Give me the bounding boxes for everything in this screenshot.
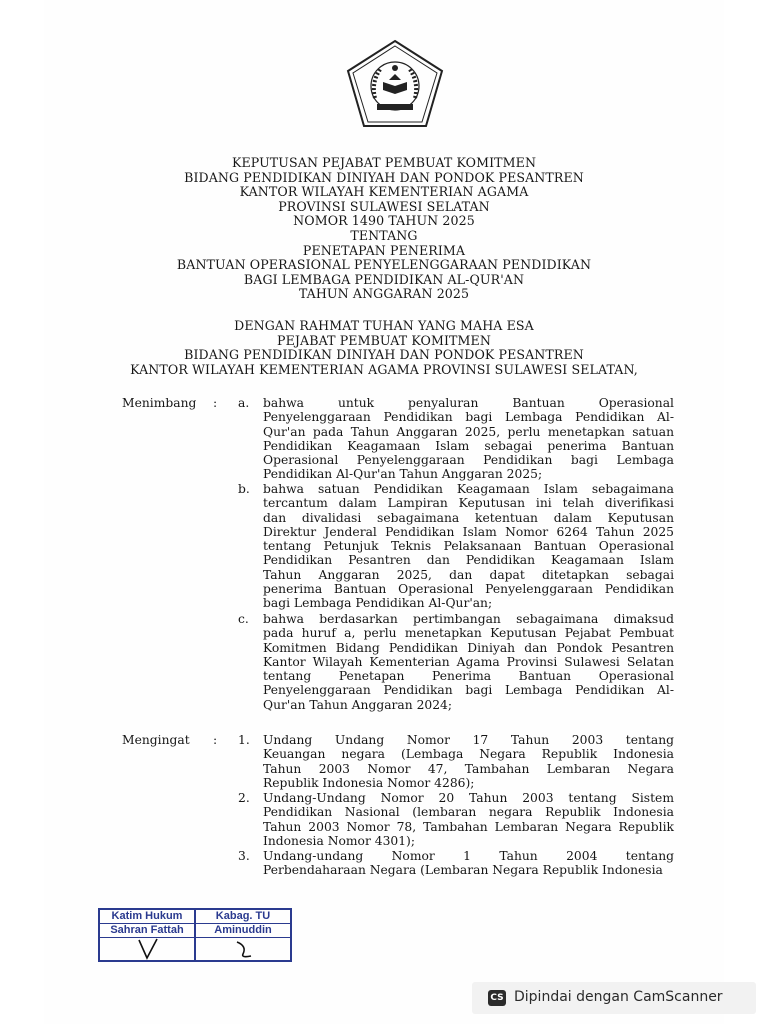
title-line: KEPUTUSAN PEJABAT PEMBUAT KOMITMEN: [231, 155, 537, 170]
item-marker: b.: [238, 482, 250, 496]
item-line: Undang-Undang Nomor 20 Tahun 2003 tentang Sistem: [263, 791, 674, 805]
item-line: tentang Petunjuk Teknis Pelaksanaan Bantuan Operasional: [263, 539, 674, 554]
title-line: TENTANG: [350, 227, 418, 243]
preamble-block: [0, 319, 768, 377]
item-line: Republik Indonesia Nomor 4286);: [263, 775, 475, 790]
item-line: Tahun 2003 Nomor 78, Tambahan Lembaran Negara Republik: [263, 819, 674, 834]
item-line: Pendidikan Nasional (lembaran negara Republik Indonesia: [263, 805, 674, 820]
item-line: Pendidikan Pesantren dan Pendidikan Keagamaan Islam: [263, 553, 674, 568]
mengingat-label: Mengingat: [122, 733, 190, 747]
item-marker: c.: [238, 612, 249, 626]
subject-line: BANTUAN OPERASIONAL PENYELENGGARAAN PENDIDIKAN: [176, 257, 592, 273]
item-marker: a.: [238, 396, 250, 410]
mengingat-colon: :: [213, 733, 218, 747]
preamble-line: PEJABAT PEMBUAT KOMITMEN: [277, 332, 491, 348]
item-line: bagi Lembaga Pendidikan Al-Qur'an;: [263, 596, 493, 611]
item-line: pada huruf a, perlu menetapkan Keputusan Pejabat Pembuat: [263, 626, 674, 641]
item-line: bahwa satuan Pendidikan Keagamaan Islam sebagaimana: [263, 482, 674, 496]
item-line: Qur'an Tahun Anggaran 2024;: [263, 697, 453, 712]
item-line: Tahun Anggaran 2025, dan dapat ditetapkan sebagai: [263, 567, 674, 582]
item-line: bahwa berdasarkan pertimbangan sebagaimana dimaksud: [263, 612, 674, 626]
preamble-line: DENGAN RAHMAT TUHAN YANG MAHA ESA: [234, 318, 534, 333]
title-line: BIDANG PENDIDIKAN DINIYAH DAN PONDOK PESANTREN: [184, 169, 584, 185]
item-marker: 1.: [238, 733, 250, 747]
preamble-line: BIDANG PENDIDIKAN DINIYAH DAN PONDOK PESANTREN: [184, 347, 584, 363]
item-line: penerima Bantuan Operasional Penyelenggaraan Pendidikan: [263, 582, 674, 597]
item-line: Tahun 2003 Nomor 47, Tambahan Lembaran Negara: [263, 761, 674, 776]
menimbang-colon: :: [213, 396, 218, 410]
item-line: Undang-undang Nomor 1 Tahun 2004 tentang: [263, 849, 674, 863]
ministry-emblem-icon: [343, 38, 447, 130]
signature-icon: [127, 938, 167, 960]
stamp-name: Aminuddin: [196, 924, 290, 938]
camscanner-watermark: [472, 982, 756, 1014]
stamp-name: Sahran Fattah: [100, 924, 194, 938]
item-line: Keuangan negara (Lembaga Negara Republik Indonesia: [263, 747, 674, 762]
camscanner-text: Dipindai dengan CamScanner: [514, 989, 723, 1005]
item-line: tentang Penetapan Penerima Bantuan Operasional: [263, 669, 674, 684]
stamp-role: Katim Hukum: [100, 910, 194, 924]
camscanner-logo-icon: CS: [488, 990, 506, 1006]
preamble-line: KANTOR WILAYAH KEMENTERIAN AGAMA PROVINSI SULAWESI SELATAN,: [130, 361, 638, 377]
item-line: dan divalidasi sebagaimana ketentuan dalam Keputusan: [263, 510, 674, 525]
item-marker: 2.: [238, 791, 250, 805]
item-line: Kantor Wilayah Kementerian Agama Provinsi Sulawesi Selatan: [263, 654, 674, 669]
item-line: Operasional Penyelenggaraan Pendidikan bagi Lembaga: [263, 453, 674, 468]
item-line: Qur'an pada Tahun Anggaran 2025, perlu menetapkan satuan: [263, 424, 674, 439]
item-line: Pendidikan Al-Qur'an Tahun Anggaran 2025;: [263, 467, 543, 482]
signature-icon: [223, 938, 263, 960]
item-line: Indonesia Nomor 4301);: [263, 833, 415, 848]
item-line: tercantum dalam Lampiran Keputusan ini telah diverifikasi: [263, 496, 674, 511]
item-line: Undang Undang Nomor 17 Tahun 2003 tentang: [263, 733, 674, 747]
title-line: KANTOR WILAYAH KEMENTERIAN AGAMA: [239, 184, 529, 200]
item-line: Penyelenggaraan Pendidikan bagi Lembaga Pendidikan Al-: [263, 683, 674, 698]
menimbang-label: Menimbang: [122, 396, 197, 410]
item-line: Komitmen Bidang Pendidikan Diniyah dan Pondok Pesantren: [263, 640, 674, 655]
document-title-block: [0, 156, 768, 302]
subject-line: TAHUN ANGGARAN 2025: [298, 286, 470, 302]
title-line: PROVINSI SULAWESI SELATAN: [278, 198, 490, 214]
stamp-role: Kabag. TU: [196, 910, 290, 924]
item-marker: 3.: [238, 849, 250, 863]
item-line: Direktur Jenderal Pendidikan Islam Nomor 6264 Tahun 2025: [263, 524, 674, 539]
subject-line: BAGI LEMBAGA PENDIDIKAN AL-QUR'AN: [243, 271, 525, 287]
decree-number: NOMOR 1490 TAHUN 2025: [293, 213, 475, 229]
item-line: Penyelenggaraan Pendidikan bagi Lembaga Pendidikan Al-: [263, 410, 674, 425]
paraf-stamp-katim-hukum: [98, 908, 196, 962]
item-line: Perbendaharaan Negara (Lembaran Negara Republik Indonesia: [263, 863, 663, 878]
paraf-stamp-kabag-tu: [194, 908, 292, 962]
subject-line: PENETAPAN PENERIMA: [302, 242, 466, 258]
item-line: bahwa untuk penyaluran Bantuan Operasional: [263, 396, 674, 410]
item-line: Pendidikan Keagamaan Islam sebagai penerima Bantuan: [263, 438, 674, 453]
